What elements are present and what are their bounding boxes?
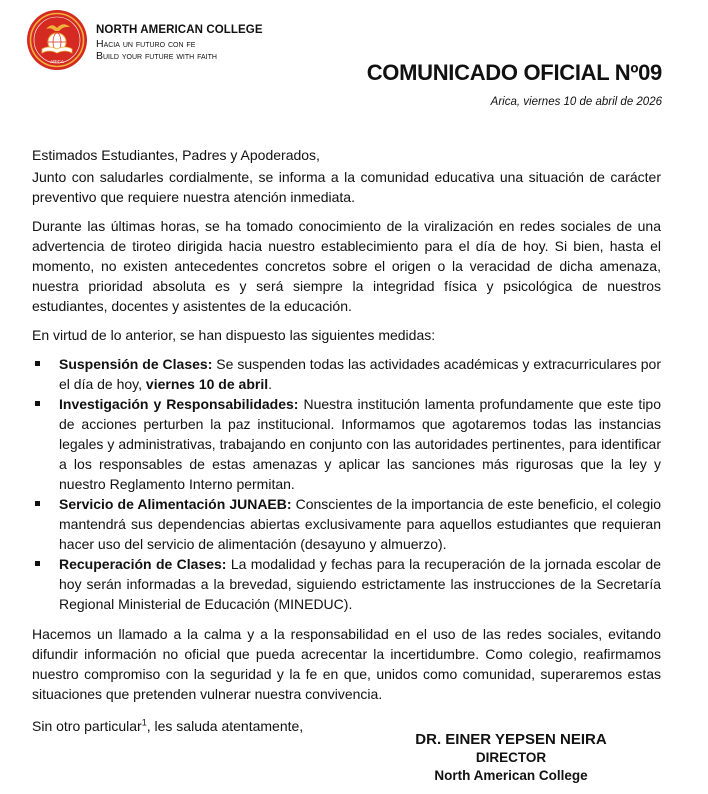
motto-english: Build your future with faith [96,50,217,62]
measure-label: Recuperación de Clases: [59,556,227,572]
list-item [32,354,661,394]
paragraph-intro: Junto con saludarles cordialmente, se informa a la comunidad educativa una situación de carácter preventivo que requiere nuestra atención inmediata. [32,169,661,205]
paragraph-situation: Durante las últimas horas, se ha tomado conocimiento de la viralización en redes sociales de una advertencia de tiroteo dirigida hacia nuestro establecimiento para el día de hoy. Si bien, hasta el momento, no existen antecedentes concretos sobre el origen o la veracidad de dicha amenaza, nuestra prioridad absoluta es y será siempre la integridad física y psicológica de nuestros estudiantes, docentes y asistentes de la educación. [32,218,661,314]
measure-text: Nuestra institución lamenta profundamente que este tipo de acciones perturben la paz institucional. Informamos que agotaremos todas las instancias legales y administrativas, trabajando en conjunto con las autoridades pertinentes, para identificar a los responsables de estas amenazas y aplicar las sanciones más rigurosas que la ley y nuestro Reglamento Interno permitan. [59,396,661,492]
paragraph-closing: Hacemos un llamado a la calma y a la responsabilidad en el uso de las redes sociales, evitando difundir información no oficial que pueda acrecentar la incertidumbre. Como colegio, reafirmamos nuestro compromiso con la seguridad y la fe en que, unidos como comunidad, superaremos estas situaciones que pretenden vulnerar nuestra convivencia. [32,626,661,702]
measure-tail: . [268,376,272,392]
motto-spanish: Hacia un futuro con fe [96,38,196,50]
signature-block [372,731,650,785]
measure-emphasis: viernes 10 de abril [145,376,269,392]
school-logo [26,9,88,71]
document-dateline: Arica, viernes 10 de abril de 2026 [490,96,662,108]
list-item [32,394,661,494]
measure-label: Investigación y Responsabilidades: [59,396,299,412]
square-bullet-icon [35,501,40,506]
greeting: Estimados Estudiantes, Padres y Apoderados, [32,147,320,163]
measure-text: Conscientes de la importancia de este beneficio, el colegio mantendrá sus dependencias abiertas exclusivamente para aquellos estudiantes que requieran hacer uso del servicio de alimentación (desayuno y almuerzo). [59,496,662,552]
farewell-tail: , les saluda atentamente, [146,718,304,734]
farewell-text: Sin otro particular [32,718,142,734]
measure-label: Suspensión de Clases: [59,356,213,372]
list-item [32,554,661,614]
square-bullet-icon [35,401,40,406]
measures-list [32,354,661,614]
measure-text: La modalidad y fechas para la recuperación de la jornada escolar de hoy serán informadas a la brevedad, siguiendo estrictamente las instrucciones de la Secretaría Regional Ministerial de Educación (MINEDUC). [59,556,661,612]
logo-text: ARICA [50,59,64,64]
square-bullet-icon [35,361,40,366]
document-body [32,145,661,745]
document-title: COMUNICADO OFICIAL Nº09 [366,60,662,85]
footnote-marker[interactable]: 1 [141,717,147,728]
measure-label: Servicio de Alimentación JUNAEB: [59,496,292,512]
school-name: NORTH AMERICAN COLLEGE [96,24,263,36]
signatory-role: DIRECTOR [475,750,547,765]
paragraph-measures-intro: En virtud de lo anterior, se han dispuesto las siguientes medidas: [32,327,436,343]
signatory-organization: North American College [434,768,588,783]
signatory-name: DR. EINER YEPSEN NEIRA [415,731,607,748]
measure-text: Se suspenden todas las actividades académicas y extracurriculares por el día de hoy, [59,356,661,392]
list-item [32,494,661,554]
school-brand [96,24,263,62]
square-bullet-icon [35,561,40,566]
